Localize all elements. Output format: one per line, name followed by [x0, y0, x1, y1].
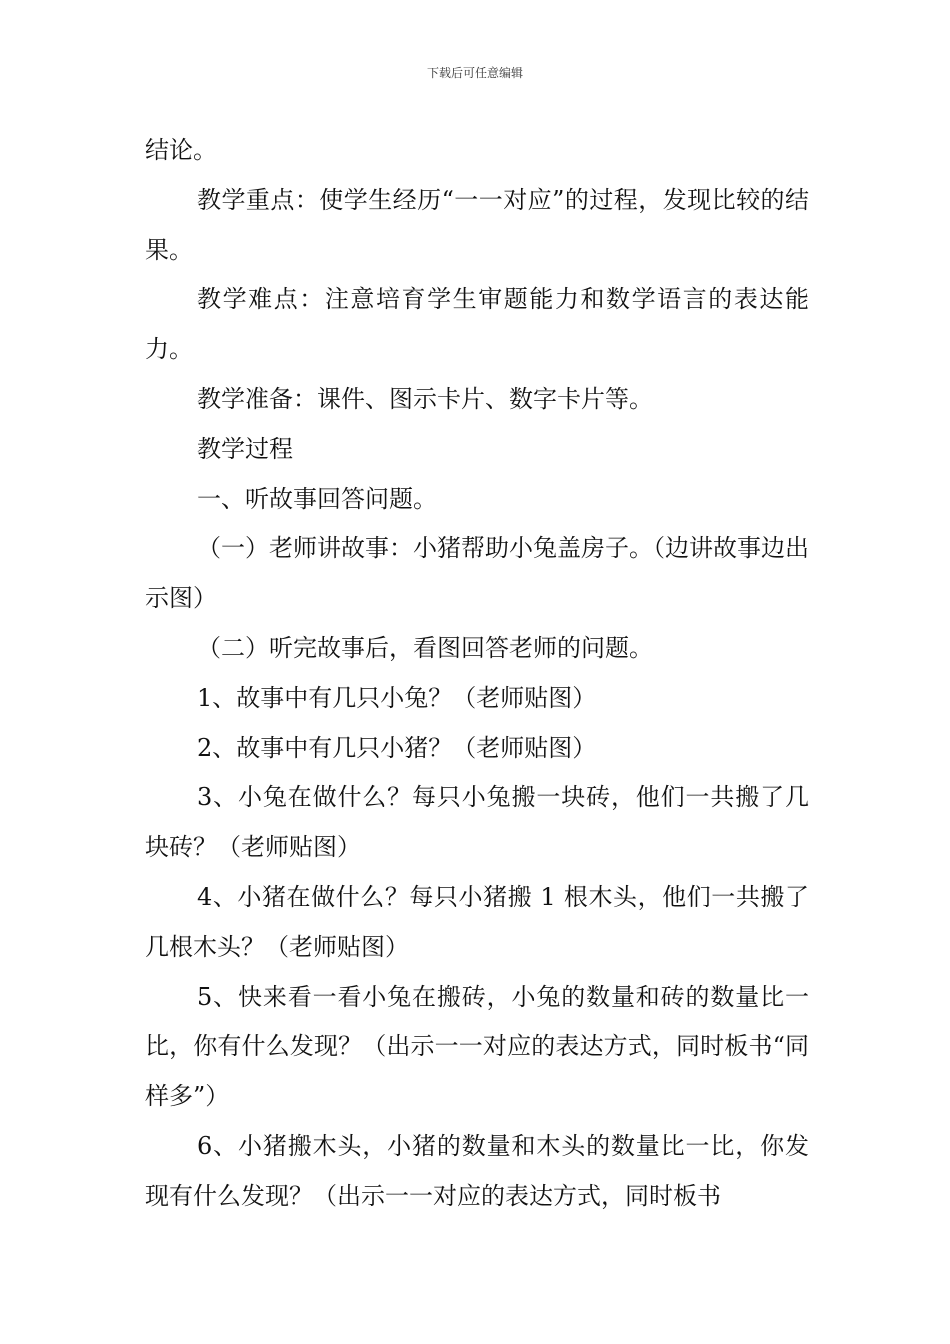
- document-body: [145, 126, 809, 1222]
- paragraph-teaching-focus: 教学重点：使学生经历“一一对应”的过程，发现比较的结果。: [145, 185, 809, 264]
- paragraph-teaching-process: 教学过程: [197, 434, 293, 463]
- paragraph-question-6: 6、小猪搬木头，小猪的数量和木头的数量比一比，你发现有什么发现？（出示一一对应的表达方式，同时板书: [145, 1131, 809, 1210]
- paragraph-answer-questions: （二）听完故事后，看图回答老师的问题。: [197, 633, 653, 662]
- paragraph-section-one: 一、听故事回答问题。: [197, 484, 437, 513]
- paragraph-question-3: 3、小兔在做什么？每只小兔搬一块砖，他们一共搬了几块砖？（老师贴图）: [145, 783, 809, 862]
- paragraph-teaching-difficulty: 教学难点：注意培育学生审题能力和数学语言的表达能力。: [145, 285, 809, 364]
- paragraph-question-5: 5、快来看一看小兔在搬砖，小兔的数量和砖的数量比一比，你有什么发现？（出示一一对应的表达方式，同时板书“同样多”）: [145, 982, 809, 1111]
- paragraph-story-telling: （一）老师讲故事：小猪帮助小兔盖房子。（边讲故事边出示图）: [145, 534, 809, 613]
- page-header: 下载后可任意编辑: [426, 66, 523, 80]
- paragraph-conclusion: 结论。: [145, 136, 217, 164]
- paragraph-question-2: 2、故事中有几只小猪？（老师贴图）: [197, 733, 597, 762]
- paragraph-teaching-preparation: 教学准备：课件、图示卡片、数字卡片等。: [197, 384, 653, 413]
- paragraph-question-1: 1、故事中有几只小兔？（老师贴图）: [197, 683, 597, 712]
- paragraph-question-4: 4、小猪在做什么？每只小猪搬 1 根木头，他们一共搬了几根木头？（老师贴图）: [145, 882, 809, 961]
